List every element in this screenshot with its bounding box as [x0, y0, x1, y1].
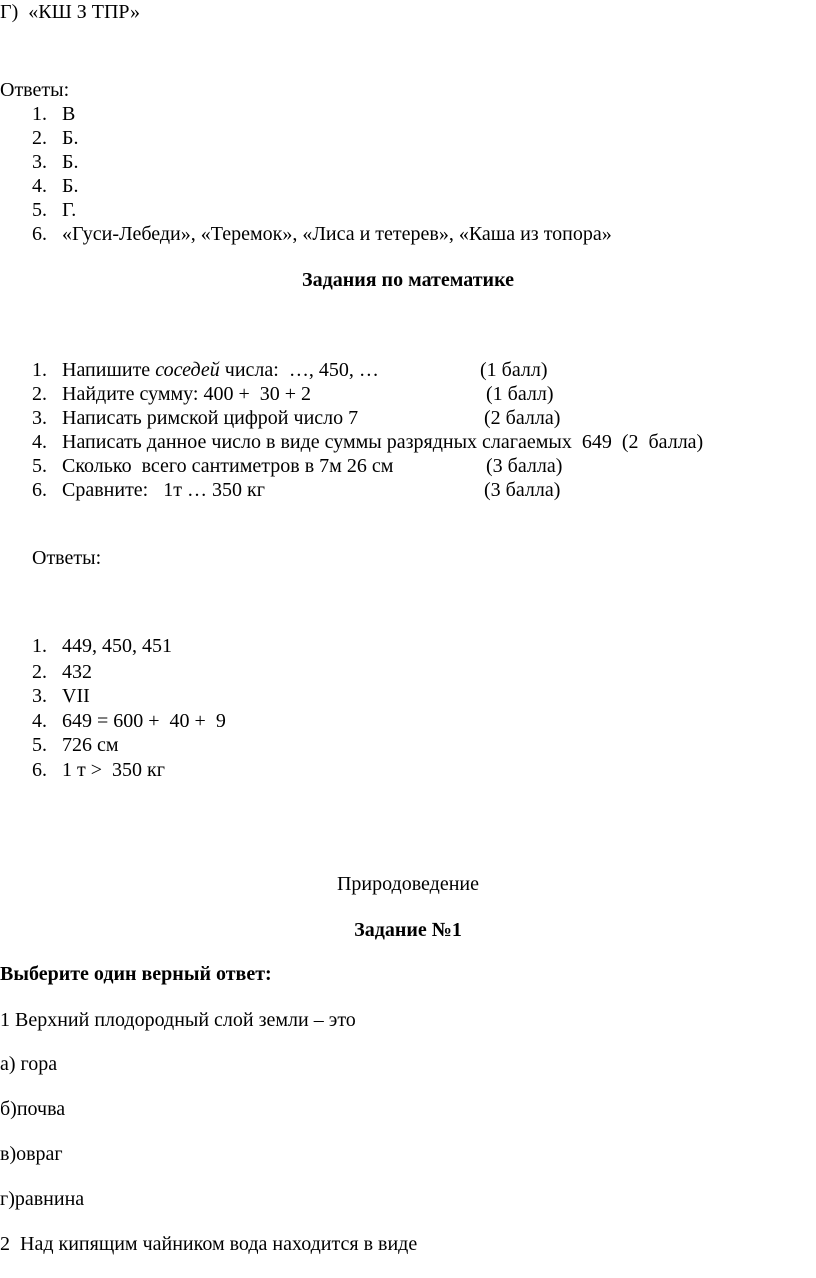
list-text: Б. — [62, 127, 79, 149]
task-points: (1 балл) — [486, 383, 554, 405]
list-text: Г. — [62, 199, 77, 221]
list-text: VII — [62, 685, 90, 707]
list-text: Сколько всего сантиметров в 7м 26 см — [62, 455, 394, 477]
list-text: Написать данное число в виде суммы разрядных слагаемых 649 (2 балла) — [62, 431, 704, 453]
list-number: 5. — [32, 455, 47, 477]
list-text: В — [62, 103, 76, 125]
answer-option: а) гора — [0, 1053, 58, 1075]
task-points: (3 балла) — [484, 479, 561, 501]
math-section-title: Задания по математике — [302, 269, 514, 291]
task-points: (3 балла) — [486, 455, 563, 477]
question-2: 2 Над кипящим чайником вода находится в виде — [0, 1233, 418, 1255]
reading-answers-title: Ответы: — [0, 79, 70, 101]
nature-task-title: Задание №1 — [354, 919, 462, 941]
task-points: (2 балла) — [484, 407, 561, 429]
list-text: Б. — [62, 151, 79, 173]
list-number: 4. — [32, 710, 47, 732]
list-text: Найдите сумму: 400 + 30 + 2 — [62, 383, 312, 405]
task-text-pre: Напишите — [62, 359, 156, 381]
task-text-emphasis: соседей — [155, 359, 220, 381]
list-number: 2. — [32, 127, 47, 149]
list-text: Сравните: 1т … 350 кг — [62, 479, 265, 501]
list-number: 1. — [32, 635, 47, 657]
question-1: 1 Верхний плодородный слой земли – это — [0, 1009, 356, 1031]
list-number: 6. — [32, 223, 47, 245]
task-text-post: числа: …, 450, … — [219, 359, 379, 381]
answer-option: б)почва — [0, 1098, 66, 1120]
list-number: 4. — [32, 431, 47, 453]
answer-option: г)равнина — [0, 1188, 85, 1210]
list-number: 6. — [32, 479, 47, 501]
task-points: (1 балл) — [480, 359, 548, 381]
math-answers-title: Ответы: — [32, 547, 102, 569]
list-number: 6. — [32, 759, 47, 781]
list-number: 3. — [32, 685, 47, 707]
list-text: 1 т > 350 кг — [62, 759, 165, 781]
list-number: 2. — [32, 383, 47, 405]
list-number: 2. — [32, 661, 47, 683]
list-text: 726 см — [62, 734, 119, 756]
list-text: 432 — [62, 661, 92, 683]
reading-last-option: Г) «КШ З ТПР» — [0, 1, 141, 23]
list-text: 449, 450, 451 — [62, 635, 172, 657]
list-number: 5. — [32, 734, 47, 756]
list-text: 649 = 600 + 40 + 9 — [62, 710, 226, 732]
list-number: 5. — [32, 199, 47, 221]
list-text — [62, 358, 379, 382]
list-number: 1. — [32, 103, 47, 125]
answer-option: в)овраг — [0, 1143, 63, 1165]
list-text: «Гуси-Лебеди», «Теремок», «Лиса и тетерев», «Каша из топора» — [62, 223, 612, 245]
list-number: 3. — [32, 151, 47, 173]
list-number: 4. — [32, 175, 47, 197]
nature-subject-title: Природоведение — [336, 873, 480, 895]
nature-instruction: Выберите один верный ответ: — [0, 963, 272, 985]
list-text: Написать римской цифрой число 7 — [62, 407, 359, 429]
list-text: Б. — [62, 175, 79, 197]
list-number: 1. — [32, 359, 47, 381]
list-number: 3. — [32, 407, 47, 429]
